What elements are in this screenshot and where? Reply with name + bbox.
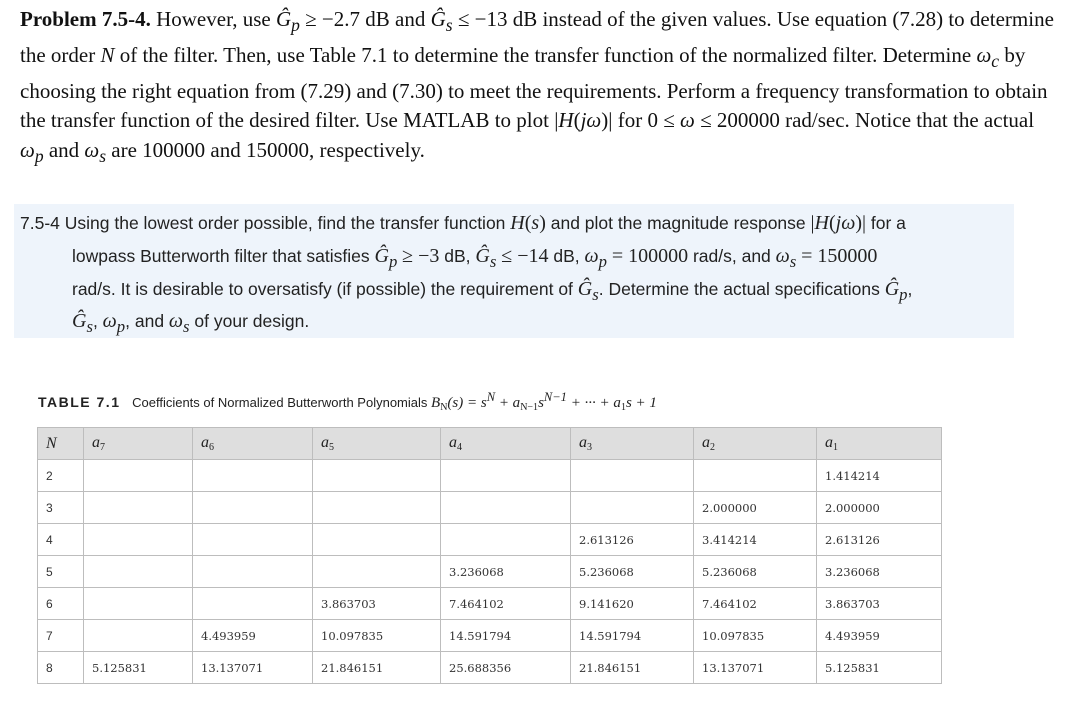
table-cell-coefficient: 5.236068 <box>571 556 694 588</box>
table-cell-coefficient: 2.613126 <box>817 524 942 556</box>
table-cell-coefficient <box>84 556 193 588</box>
table-cell-coefficient: 14.591794 <box>441 620 571 652</box>
table-cell-coefficient: 2.000000 <box>694 492 817 524</box>
table-header-N: N <box>38 428 84 460</box>
table-header-a6: $a_6$ <box>193 428 313 460</box>
problem-heading: Problem 7.5-4. <box>20 7 151 31</box>
quoted-problem-line-1: 7.5-4 Using the lowest order possible, find the transfer function H(s) and plot the magnitude response |H(jω)| for a <box>20 212 906 234</box>
table-cell-coefficient: 21.846151 <box>313 652 441 684</box>
table-cell-coefficient: 13.137071 <box>694 652 817 684</box>
table-row <box>38 492 942 524</box>
table-cell-coefficient <box>694 460 817 492</box>
table-cell-order: 6 <box>38 588 84 620</box>
table-body <box>38 460 942 684</box>
table-cell-order: 2 <box>38 460 84 492</box>
quoted-problem-number: 7.5-4 <box>20 213 60 233</box>
table-header-row <box>38 428 942 460</box>
table-header-a1: $a_1$ <box>817 428 942 460</box>
table-cell-coefficient <box>313 524 441 556</box>
table-cell-order: 7 <box>38 620 84 652</box>
table-cell-coefficient: 3.863703 <box>817 588 942 620</box>
butterworth-coefficient-table <box>37 427 942 684</box>
table-cell-coefficient: 2.000000 <box>817 492 942 524</box>
quoted-problem-line-4: $Ĝ_s$, $\omega_p$, and $\omega_s$ of your design. <box>72 310 310 336</box>
table-cell-coefficient <box>313 492 441 524</box>
table-cell-coefficient <box>441 492 571 524</box>
table-row <box>38 652 942 684</box>
table-cell-coefficient <box>84 588 193 620</box>
table-cell-coefficient: 21.846151 <box>571 652 694 684</box>
table-header-a2: $a_2$ <box>694 428 817 460</box>
table-cell-coefficient: 2.613126 <box>571 524 694 556</box>
table-row <box>38 588 942 620</box>
table-cell-coefficient: 25.688356 <box>441 652 571 684</box>
table-cell-coefficient: 14.591794 <box>571 620 694 652</box>
table-cell-coefficient <box>193 460 313 492</box>
table-cell-coefficient <box>313 460 441 492</box>
table-cell-coefficient: 5.125831 <box>84 652 193 684</box>
table-cell-coefficient: 7.464102 <box>694 588 817 620</box>
table-cell-coefficient <box>571 492 694 524</box>
table-cell-order: 3 <box>38 492 84 524</box>
table-row <box>38 460 942 492</box>
table-cell-coefficient: 9.141620 <box>571 588 694 620</box>
table-cell-coefficient <box>313 556 441 588</box>
table-caption-text: Coefficients of Normalized Butterworth Polynomials <box>132 395 428 410</box>
table-cell-coefficient <box>193 524 313 556</box>
table-cell-coefficient <box>84 524 193 556</box>
table-label: TABLE 7.1 <box>38 394 121 410</box>
table-cell-coefficient: 3.236068 <box>817 556 942 588</box>
table-cell-coefficient <box>441 524 571 556</box>
problem-statement: Problem 7.5-4. However, use $Ĝ_p \ge -2.7$ dB and $Ĝ_s \le -13$ dB instead of the given values. Use equation (7.28) to determine the order N of the filter. Then, use Table 7.1 to determine the transfer function of the normalized filter. Determine $\omega_c$ by choosing the right equation from (7.29) and (7.30) to meet the requirements. Perform a frequency transformation to obtain the transfer function of the desired filter. Use MATLAB to plot |H(jω)| for 0 ≤ ω ≤ 200000 rad/sec. Notice that the actual $\omega_p$ and $\omega_s$ are 100000 and 150000, respectively. <box>20 7 1054 166</box>
table-cell-coefficient <box>84 620 193 652</box>
table-cell-coefficient: 10.097835 <box>694 620 817 652</box>
table-cell-coefficient: 4.493959 <box>817 620 942 652</box>
table-cell-coefficient: 1.414214 <box>817 460 942 492</box>
table-row <box>38 620 942 652</box>
table-cell-order: 4 <box>38 524 84 556</box>
table-cell-coefficient <box>193 492 313 524</box>
table-cell-coefficient: 3.236068 <box>441 556 571 588</box>
table-cell-order: 8 <box>38 652 84 684</box>
table-formula: $B_N(s) = s^N + a_{N-1}s^{N-1}$ + ··· + $a_1s + 1$ <box>431 390 657 413</box>
table-header-a4: $a_4$ <box>441 428 571 460</box>
table-cell-coefficient: 13.137071 <box>193 652 313 684</box>
table-row <box>38 524 942 556</box>
table-cell-coefficient: 4.493959 <box>193 620 313 652</box>
table-header-a5: $a_5$ <box>313 428 441 460</box>
table-header-a7: $a_7$ <box>84 428 193 460</box>
table-cell-coefficient <box>441 460 571 492</box>
table-caption <box>38 390 657 413</box>
table-cell-coefficient <box>193 556 313 588</box>
table-row <box>38 556 942 588</box>
table-cell-coefficient: 3.414214 <box>694 524 817 556</box>
table-cell-order: 5 <box>38 556 84 588</box>
table-header-a3: $a_3$ <box>571 428 694 460</box>
table-cell-coefficient: 5.125831 <box>817 652 942 684</box>
table-cell-coefficient: 5.236068 <box>694 556 817 588</box>
quoted-problem-line-2: lowpass Butterworth filter that satisfies $Ĝ_p \ge -3$ dB, $Ĝ_s \le -14$ dB, $\omega_p = 100000$ rad/s, and $\omega_s = 150000$ <box>72 245 878 271</box>
table-cell-coefficient <box>84 492 193 524</box>
table-cell-coefficient <box>84 460 193 492</box>
table-cell-coefficient: 3.863703 <box>313 588 441 620</box>
table-cell-coefficient: 7.464102 <box>441 588 571 620</box>
table-cell-coefficient <box>571 460 694 492</box>
quoted-problem-box <box>14 204 1014 338</box>
quoted-problem-line-3: rad/s. It is desirable to oversatisfy (if possible) the requirement of $Ĝ_s$. Determine the actual specifications $Ĝ_p$, <box>72 278 913 304</box>
table-cell-coefficient: 10.097835 <box>313 620 441 652</box>
table-cell-coefficient <box>193 588 313 620</box>
